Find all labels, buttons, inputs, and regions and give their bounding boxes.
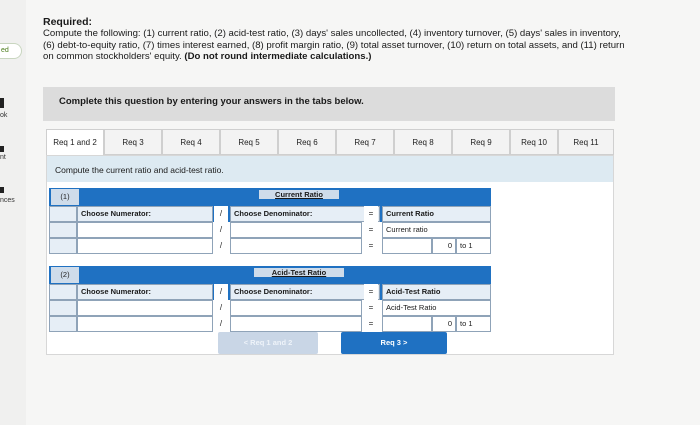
divide-symbol: / (219, 241, 223, 250)
question-heading: Required: (43, 16, 93, 28)
divide-symbol: / (214, 284, 228, 300)
equals-symbol: = (364, 284, 378, 300)
tab-req-11[interactable]: Req 11 (558, 129, 614, 155)
row-spacer (49, 222, 77, 238)
denominator-select[interactable] (230, 222, 362, 238)
numerator-label: Choose Numerator: (77, 206, 213, 222)
result-suffix: to 1 (456, 316, 491, 332)
denominator-input[interactable] (230, 238, 362, 254)
denominator-label: Choose Denominator: (230, 284, 380, 300)
current-ratio-grid (49, 188, 491, 254)
sidebar-badge[interactable]: ed (0, 43, 22, 59)
tab-req-10[interactable]: Req 10 (510, 129, 558, 155)
tab-req-7[interactable]: Req 7 (336, 129, 394, 155)
result-row-label: Acid-Test Ratio (382, 300, 491, 316)
equals-symbol: = (368, 225, 374, 234)
acid-test-title: Acid-Test Ratio (254, 268, 344, 277)
section-number: (1) (51, 189, 79, 205)
sidebar-marker (0, 146, 4, 152)
numerator-label: Choose Numerator: (77, 284, 213, 300)
denominator-input[interactable] (230, 316, 362, 332)
numerator-select[interactable] (77, 300, 213, 316)
result-spacer (382, 238, 432, 254)
panel-prompt: Compute the current ratio and acid-test ratio. (55, 165, 224, 175)
tab-req-3[interactable]: Req 3 (104, 129, 162, 155)
equals-symbol: = (368, 241, 374, 250)
question-text (43, 28, 683, 63)
denominator-label: Choose Denominator: (230, 206, 380, 222)
numerator-select[interactable] (77, 222, 213, 238)
equals-symbol: = (368, 319, 374, 328)
tab-req-8[interactable]: Req 8 (394, 129, 452, 155)
result-label: Current Ratio (382, 206, 491, 222)
divide-symbol: / (219, 319, 223, 328)
tab-req-9[interactable]: Req 9 (452, 129, 510, 155)
row-spacer (49, 300, 77, 316)
section-number: (2) (51, 267, 79, 283)
numerator-input[interactable] (77, 316, 213, 332)
question-line: (6) debt-to-equity ratio, (7) times interest earned, (8) profit margin ratio, (9) total asset turnover, (10) return on total assets, and (11) return (43, 39, 625, 51)
divide-symbol: / (214, 206, 228, 222)
sidebar-label[interactable]: nt (0, 154, 6, 161)
instruction-text: Complete this question by entering your answers in the tabs below. (59, 96, 364, 107)
row-spacer (49, 238, 77, 254)
tab-req-1-and-2[interactable]: Req 1 and 2 (46, 129, 104, 157)
prev-button[interactable]: < Req 1 and 2 (218, 332, 318, 354)
divide-symbol: / (219, 303, 223, 312)
tab-req-4[interactable]: Req 4 (162, 129, 220, 155)
question-line (43, 51, 683, 63)
result-suffix: to 1 (456, 238, 491, 254)
result-value: 0 (432, 238, 456, 254)
instruction-bar (43, 87, 615, 121)
divide-symbol: / (219, 225, 223, 234)
row-spacer (49, 284, 77, 300)
tab-req-6[interactable]: Req 6 (278, 129, 336, 155)
result-label: Acid-Test Ratio (382, 284, 491, 300)
equals-symbol: = (364, 206, 378, 222)
denominator-select[interactable] (230, 300, 362, 316)
numerator-input[interactable] (77, 238, 213, 254)
panel-header (47, 156, 613, 182)
sidebar-label[interactable]: nces (0, 197, 15, 204)
row-spacer (49, 316, 77, 332)
question-line-text: on common stockholders' equity. (43, 51, 182, 62)
question-note: (Do not round intermediate calculations.) (184, 51, 372, 62)
result-spacer (382, 316, 432, 332)
next-button[interactable]: Req 3 > (341, 332, 447, 354)
row-spacer (49, 206, 77, 222)
sidebar-marker (0, 98, 4, 108)
tab-req-5[interactable]: Req 5 (220, 129, 278, 155)
result-row-label: Current ratio (382, 222, 491, 238)
equals-symbol: = (368, 303, 374, 312)
current-ratio-title: Current Ratio (259, 190, 339, 199)
result-value: 0 (432, 316, 456, 332)
sidebar (0, 0, 26, 425)
sidebar-marker (0, 187, 4, 193)
acid-test-grid (49, 266, 491, 332)
sidebar-label[interactable]: ok (0, 112, 8, 119)
question-line: Compute the following: (1) current ratio, (2) acid-test ratio, (3) days' sales uncollected, (4) inventory turnover, (5) days' sales in inventory, (43, 28, 621, 39)
